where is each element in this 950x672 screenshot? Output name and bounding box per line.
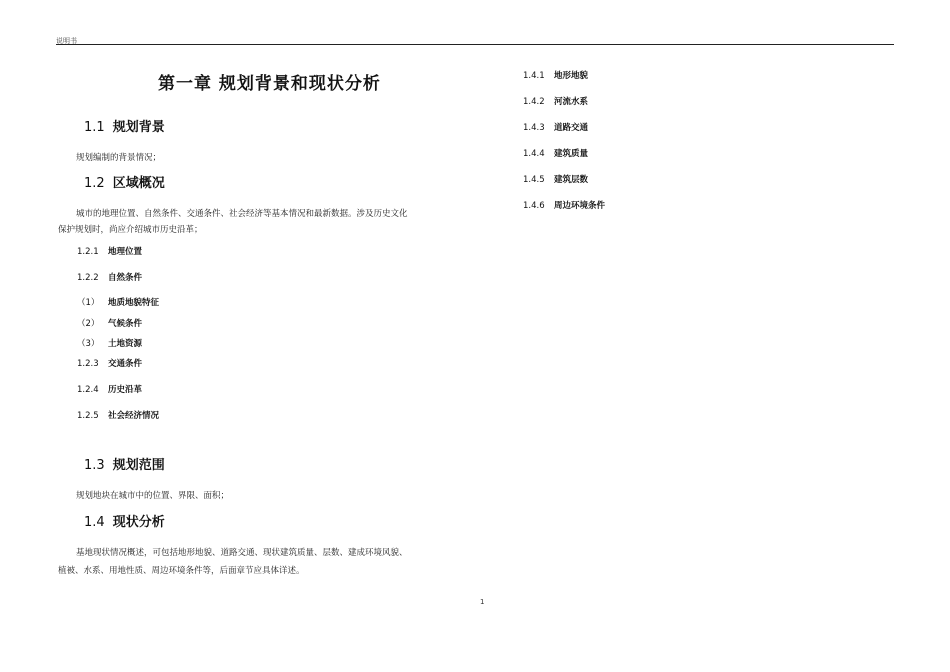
subsection-title: 道路交通 bbox=[554, 123, 589, 133]
section-1-4-4-heading bbox=[523, 147, 588, 159]
subsection-number: 1.4.3 bbox=[523, 123, 545, 133]
section-1-4-2-heading bbox=[523, 95, 588, 107]
section-title: 规划背景 bbox=[112, 120, 165, 135]
subsection-title: 建筑质量 bbox=[554, 149, 589, 159]
running-header: 说明书 bbox=[56, 37, 77, 45]
section-number: 1.2 bbox=[84, 176, 105, 191]
section-1-4-6-heading bbox=[523, 199, 605, 211]
list-item-number: （1） bbox=[77, 298, 100, 308]
section-1-2-2-heading bbox=[77, 271, 142, 283]
section-1-4-1-heading bbox=[523, 69, 588, 81]
list-item-title: 气候条件 bbox=[108, 319, 143, 329]
section-1-1-text: 规划编制的背景情况； bbox=[76, 153, 162, 163]
section-1-2-4-heading bbox=[77, 383, 142, 395]
page-number: 1 bbox=[480, 598, 485, 606]
subsection-title: 历史沿革 bbox=[108, 385, 143, 395]
section-1-4-5-heading bbox=[523, 173, 588, 185]
subsection-number: 1.4.6 bbox=[523, 201, 545, 211]
section-1-4-3-heading bbox=[523, 121, 588, 133]
list-item-2 bbox=[77, 317, 142, 329]
list-item-3 bbox=[77, 337, 142, 349]
section-1-2-heading bbox=[84, 172, 165, 191]
subsection-number: 1.4.2 bbox=[523, 97, 545, 107]
list-item-1 bbox=[77, 296, 159, 308]
list-item-title: 地质地貌特征 bbox=[108, 298, 160, 308]
chapter-title: 第一章 规划背景和现状分析 bbox=[158, 74, 381, 94]
section-number: 1.4 bbox=[84, 515, 105, 530]
section-number: 1.1 bbox=[84, 120, 105, 135]
subsection-title: 河流水系 bbox=[554, 97, 589, 107]
subsection-number: 1.2.3 bbox=[77, 359, 99, 369]
subsection-number: 1.2.1 bbox=[77, 247, 99, 257]
subsection-title: 自然条件 bbox=[108, 273, 143, 283]
subsection-number: 1.4.4 bbox=[523, 149, 545, 159]
header-rule bbox=[56, 44, 894, 45]
subsection-title: 周边环境条件 bbox=[554, 201, 606, 211]
subsection-title: 地形地貌 bbox=[554, 71, 589, 81]
subsection-title: 社会经济情况 bbox=[108, 411, 160, 421]
subsection-title: 建筑层数 bbox=[554, 175, 589, 185]
section-1-1-heading bbox=[84, 116, 165, 135]
subsection-number: 1.2.2 bbox=[77, 273, 99, 283]
section-1-2-text-line2: 保护规划时，尚应介绍城市历史沿革； bbox=[58, 225, 203, 235]
section-1-2-3-heading bbox=[77, 357, 142, 369]
section-1-4-heading bbox=[84, 511, 165, 530]
subsection-number: 1.4.1 bbox=[523, 71, 545, 81]
subsection-number: 1.4.5 bbox=[523, 175, 545, 185]
section-1-2-5-heading bbox=[77, 409, 159, 421]
section-1-3-heading bbox=[84, 454, 165, 473]
section-1-3-text: 规划地块在城市中的位置、界限、面积； bbox=[76, 491, 230, 501]
section-1-2-1-heading bbox=[77, 245, 142, 257]
section-title: 区域概况 bbox=[112, 176, 165, 191]
section-number: 1.3 bbox=[84, 458, 105, 473]
section-1-2-text-line1: 城市的地理位置、自然条件、交通条件、社会经济等基本情况和最新数据。涉及历史文化 bbox=[76, 209, 408, 219]
subsection-title: 交通条件 bbox=[108, 359, 143, 369]
list-item-number: （3） bbox=[77, 339, 100, 349]
section-1-4-text-line2: 植被、水系、用地性质、周边环境条件等，后面章节应具体详述。 bbox=[58, 566, 305, 576]
section-title: 现状分析 bbox=[112, 515, 165, 530]
list-item-title: 土地资源 bbox=[108, 339, 143, 349]
subsection-number: 1.2.5 bbox=[77, 411, 99, 421]
subsection-number: 1.2.4 bbox=[77, 385, 99, 395]
section-title: 规划范围 bbox=[112, 458, 165, 473]
subsection-title: 地理位置 bbox=[108, 247, 143, 257]
list-item-number: （2） bbox=[77, 319, 100, 329]
section-1-4-text-line1: 基地现状情况概述，可包括地形地貌、道路交通、现状建筑质量、层数、建成环境风貌、 bbox=[76, 548, 408, 558]
